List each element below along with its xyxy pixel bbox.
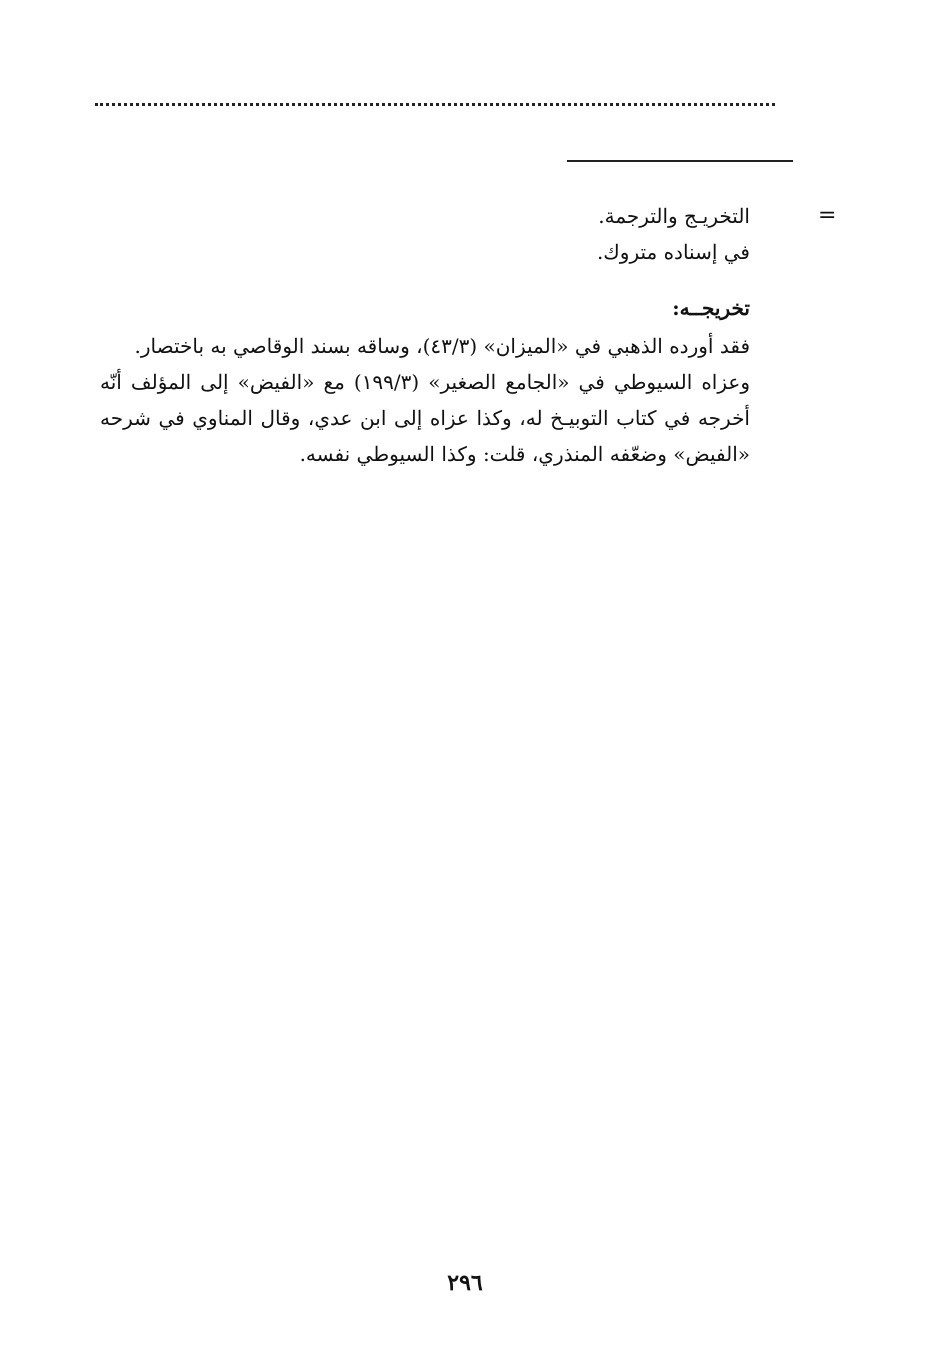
continuation-mark: = [818,203,837,228]
page-number: ٢٩٦ [447,1270,483,1296]
footnote-continuation [100,198,750,270]
footnote-takhrij [100,290,750,472]
footnote-line: التخريـج والترجمة. [598,204,750,228]
footnote-line: في إسناده متروك. [596,240,750,264]
dotted-separator [95,103,775,106]
section-heading: تخريجــه: [672,296,750,320]
footnote-paragraph: وعزاه السيوطي في «الجامع الصغير» (١٩٩/٣) مع «الفيض» إلى المؤلف أنّه أخرجه في كتاب التوبيـخ له، وكذا عزاه إلى ابن عدي، وقال المناوي في شرحه «الفيض» وضعّفه المنذري، قلت: وكذا السيوطي نفسه. [100,370,750,466]
footnote-paragraph: فقد أورده الذهبي في «الميزان» (٤٣/٣)، وساقه بسند الوقاصي به باختصار. [134,334,750,358]
footnote-separator-line [567,160,793,162]
